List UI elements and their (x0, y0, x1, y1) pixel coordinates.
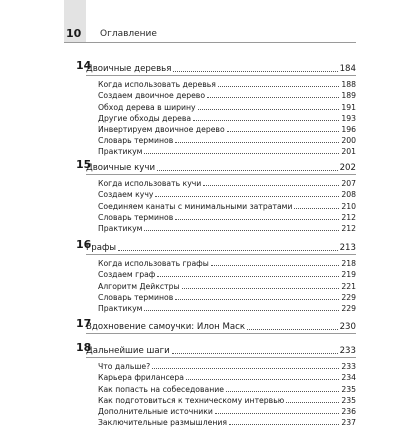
entry-page: 207 (341, 179, 356, 189)
dot-leader (118, 249, 337, 251)
toc-entry[interactable] (86, 222, 356, 233)
entry-label: Когда использовать кучи (98, 179, 202, 189)
chapter-page: 184 (339, 64, 356, 74)
dot-leader (186, 378, 339, 380)
toc-entry[interactable] (86, 279, 356, 290)
entry-page: 218 (341, 259, 356, 269)
toc-entry[interactable] (86, 89, 356, 100)
chapter-divider (86, 254, 356, 255)
entry-label: Дополнительные источники (98, 406, 213, 416)
entry-label: Словарь терминов (98, 212, 174, 222)
entry-page: 212 (341, 223, 356, 233)
chapter-14 (76, 59, 356, 157)
entry-page: 191 (341, 102, 356, 112)
toc-entry[interactable] (86, 416, 356, 427)
entry-label: Соединяем канаты с минимальными затратами (98, 201, 293, 211)
dot-leader (155, 195, 339, 197)
dot-leader (193, 119, 339, 121)
entry-page: 219 (341, 270, 356, 280)
dot-leader (175, 218, 339, 220)
entry-label: Инвертируем двоичное дерево (98, 124, 225, 134)
entry-page: 189 (341, 91, 356, 101)
toc-entry[interactable] (86, 177, 356, 188)
dot-leader (157, 169, 338, 171)
entry-label: Как попасть на собеседование (98, 384, 224, 394)
entry-page: 235 (341, 395, 356, 405)
entry-page: 229 (341, 303, 356, 313)
chapter-title: Графы (86, 243, 117, 253)
chapter-15 (76, 158, 356, 233)
chapter-number: 18 (76, 341, 92, 354)
chapter-title: Двоичные деревья (86, 64, 172, 74)
toc-entry[interactable] (86, 211, 356, 222)
dot-leader (215, 412, 339, 414)
entry-page: 212 (341, 212, 356, 222)
toc-entry[interactable] (86, 134, 356, 145)
entry-label: Словарь терминов (98, 292, 174, 302)
entry-page: 237 (341, 418, 356, 427)
dot-leader (157, 275, 339, 277)
entry-page: 229 (341, 292, 356, 302)
chapter-title: Вдохновение самоучки: Илон Маск (86, 322, 246, 332)
chapter-title: Дальнейшие шаги (86, 346, 170, 356)
chapter-title: Двоичные кучи (86, 163, 156, 173)
entry-label: Создаем граф (98, 270, 156, 280)
chapter-heading[interactable] (76, 59, 356, 74)
entry-page: 234 (341, 373, 356, 383)
chapter-16 (76, 238, 356, 313)
toc-entry[interactable] (86, 100, 356, 111)
chapter-page: 233 (339, 346, 356, 356)
entry-label: Практикум (98, 223, 143, 233)
entry-page: 208 (341, 190, 356, 200)
dot-leader (144, 229, 339, 231)
dot-leader (247, 328, 338, 330)
entry-page: 236 (341, 406, 356, 416)
toc-entry[interactable] (86, 257, 356, 268)
chapter-number: 17 (76, 317, 92, 330)
entry-label: Когда использовать графы (98, 259, 209, 269)
entry-label: Когда использовать деревья (98, 80, 216, 90)
entry-page: 188 (341, 80, 356, 90)
toc-entry[interactable] (86, 405, 356, 416)
toc-entry[interactable] (86, 112, 356, 123)
entry-page: 201 (341, 147, 356, 157)
chapter-number: 14 (76, 59, 92, 72)
entry-label: Практикум (98, 303, 143, 313)
toc-entry[interactable] (86, 382, 356, 393)
chapter-17 (76, 317, 356, 336)
toc-entry[interactable] (86, 145, 356, 156)
entry-label: Заключительные размышления (98, 418, 227, 427)
entry-page: 193 (341, 113, 356, 123)
entry-page: 200 (341, 136, 356, 146)
toc-entry[interactable] (86, 371, 356, 382)
entry-label: Что дальше? (98, 362, 151, 372)
chapter-heading[interactable] (76, 238, 356, 253)
chapter-page: 202 (339, 163, 356, 173)
entry-label: Обход дерева в ширину (98, 102, 196, 112)
dot-leader (175, 298, 339, 300)
entry-label: Создаем двоичное дерево (98, 91, 206, 101)
chapter-heading[interactable] (76, 158, 356, 173)
entry-page: 221 (341, 281, 356, 291)
dot-leader (144, 152, 339, 154)
toc-entry[interactable] (86, 291, 356, 302)
page-header-title: Оглавление (100, 29, 157, 39)
entry-page: 233 (341, 362, 356, 372)
entry-page: 235 (341, 384, 356, 394)
entry-label: Алгоритм Дейкстры (98, 281, 180, 291)
toc-entry[interactable] (86, 78, 356, 89)
toc-entry[interactable] (86, 302, 356, 313)
dot-leader (229, 423, 339, 425)
dot-leader (294, 207, 339, 209)
dot-leader (207, 96, 339, 98)
chapter-heading[interactable] (76, 317, 356, 332)
dot-leader (203, 184, 339, 186)
dot-leader (198, 108, 340, 110)
chapter-page: 213 (339, 243, 356, 253)
dot-leader (152, 367, 339, 369)
toc-entry[interactable] (86, 268, 356, 279)
chapter-divider (86, 357, 356, 358)
entry-label: Словарь терминов (98, 136, 174, 146)
header-divider (64, 42, 356, 43)
toc-entry[interactable] (86, 360, 356, 371)
entry-label: Создаем кучу (98, 190, 154, 200)
chapter-number: 15 (76, 158, 92, 171)
entry-page: 210 (341, 201, 356, 211)
chapter-18 (76, 341, 356, 427)
dot-leader (144, 309, 339, 311)
chapter-page: 230 (339, 322, 356, 332)
dot-leader (227, 130, 340, 132)
entry-page: 196 (341, 124, 356, 134)
chapter-number: 16 (76, 238, 92, 251)
toc-entry[interactable] (86, 394, 356, 405)
dot-leader (182, 287, 340, 289)
toc-entry[interactable] (86, 188, 356, 199)
toc-entry[interactable] (86, 123, 356, 134)
entry-label: Карьера фрилансера (98, 373, 184, 383)
dot-leader (172, 352, 338, 354)
chapter-heading[interactable] (76, 341, 356, 356)
dot-leader (226, 390, 339, 392)
dot-leader (211, 264, 339, 266)
chapter-divider (86, 333, 356, 334)
dot-leader (173, 70, 337, 72)
entry-label: Как подготовиться к техническому интервью (98, 395, 285, 405)
toc-entry[interactable] (86, 199, 356, 210)
page-number: 10 (66, 27, 82, 40)
chapter-divider (86, 174, 356, 175)
dot-leader (218, 85, 339, 87)
entry-label: Практикум (98, 147, 143, 157)
entry-label: Другие обходы дерева (98, 113, 192, 123)
dot-leader (175, 141, 339, 143)
dot-leader (286, 401, 339, 403)
chapter-divider (86, 75, 356, 76)
